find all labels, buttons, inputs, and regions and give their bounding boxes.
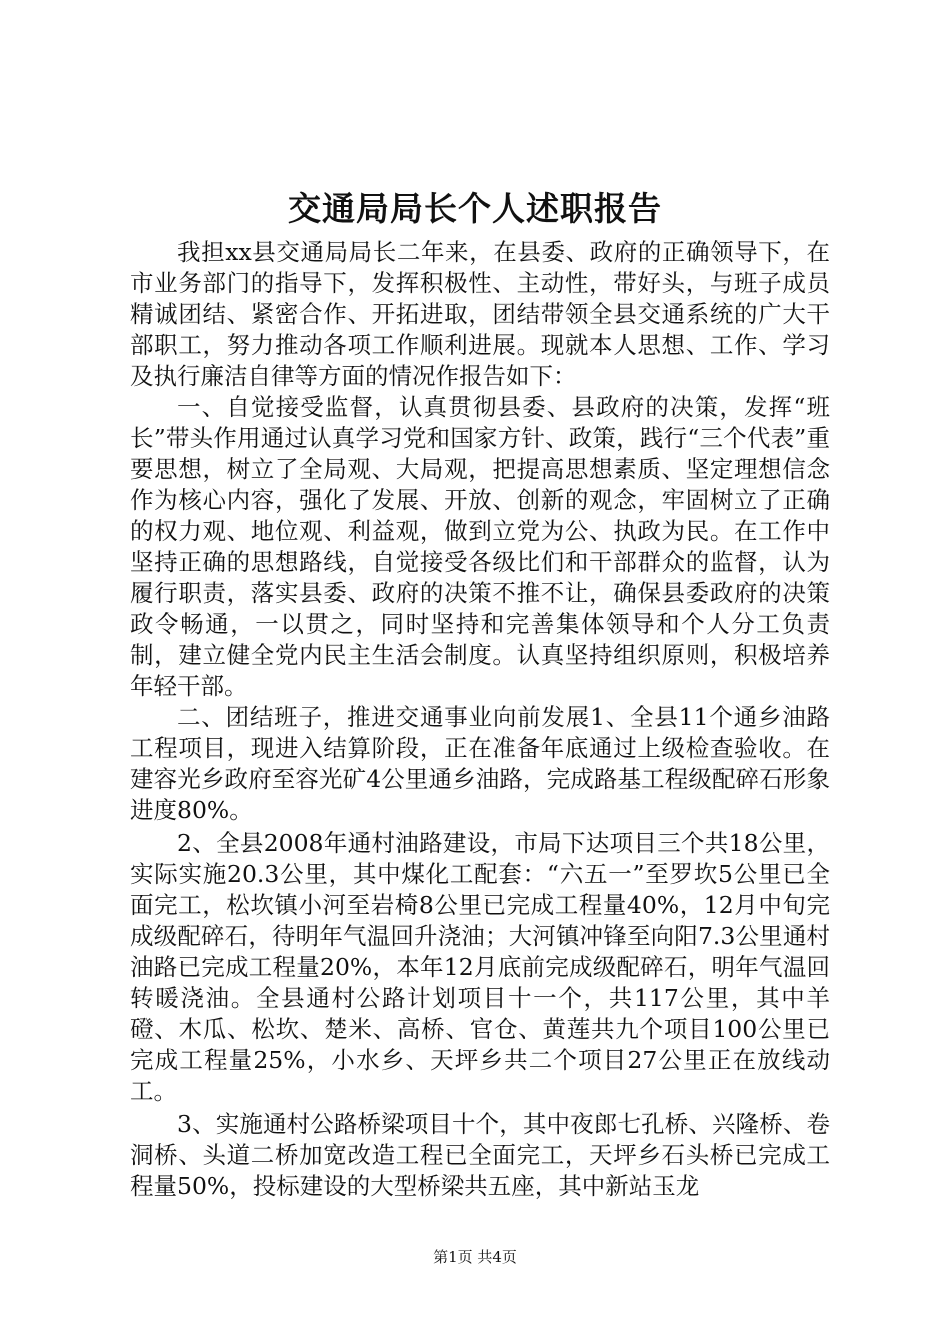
paragraph-item-2: 2、全县2008年通村油路建设，市局下达项目三个共18公里，实际实施20.3公里，其中煤化工配套：“六五一”至罗坎5公里已全面完工，松坎镇小河至岩椅8公里已完成工程量40%，12月中旬完成级配碎石，待明年气温回升浇油；大河镇冲锋至向阳7.3公里通村油路已完成工程量20%，本年12月底前完成级配碎石，明年气温回转暖浇油。全县通村公路计划项目十一个，共117公里，其中羊磴、木瓜、松坎、楚米、高桥、官仓、黄莲共九个项目100公里已完成工程量25%，小水乡、天坪乡共二个项目27公里正在放线动工。 (130, 829, 830, 1105)
paragraph-section-1: 一、自觉接受监督，认真贯彻县委、县政府的决策，发挥“班长”带头作用通过认真学习党和国家方针、政策，践行“三个代表”重要思想，树立了全局观、大局观，把提高思想素质、坚定理想信念作为核心内容，强化了发展、开放、创新的观念，牢固树立了正确的权力观、地位观、利益观，做到立党为公、执政为民。在工作中坚持正确的思想路线，自觉接受各级比们和干部群众的监督，认为履行职责，落实县委、政府的决策不推不让，确保县委政府的决策政令畅通，一以贯之，同时坚持和完善集体领导和个人分工负责制，建立健全党内民主生活会制度。认真坚持组织原则，积极培养年轻干部。 (130, 393, 830, 700)
paragraph-item-3: 3、实施通村公路桥梁项目十个，其中夜郎七孔桥、兴隆桥、卷洞桥、头道二桥加宽改造工程已全面完工，天坪乡石头桥已完成工程量50%，投标建设的大型桥梁共五座，其中新站玉龙 (130, 1110, 830, 1200)
document-body (130, 237, 830, 1202)
paragraph-intro: 我担xx县交通局局长二年来，在县委、政府的正确领导下，在市业务部门的指导下，发挥积极性、主动性，带好头，与班子成员精诚团结、紧密合作、开拓进取，团结带领全县交通系统的广大干部职工，努力推动各项工作顺利进展。现就本人思想、工作、学习及执行廉洁自律等方面的情况作报告如下： (130, 238, 830, 390)
paragraph-section-2: 二、团结班子，推进交通事业向前发展1、全县11个通乡油路工程项目，现进入结算阶段，正在准备年底通过上级检查验收。在建容光乡政府至容光矿4公里通乡油路，完成路基工程级配碎石形象进度80%。 (130, 703, 830, 824)
document-title: 交通局局长个人述职报告 (288, 189, 662, 228)
page-number-footer: 第1页 共4页 (433, 1248, 517, 1266)
